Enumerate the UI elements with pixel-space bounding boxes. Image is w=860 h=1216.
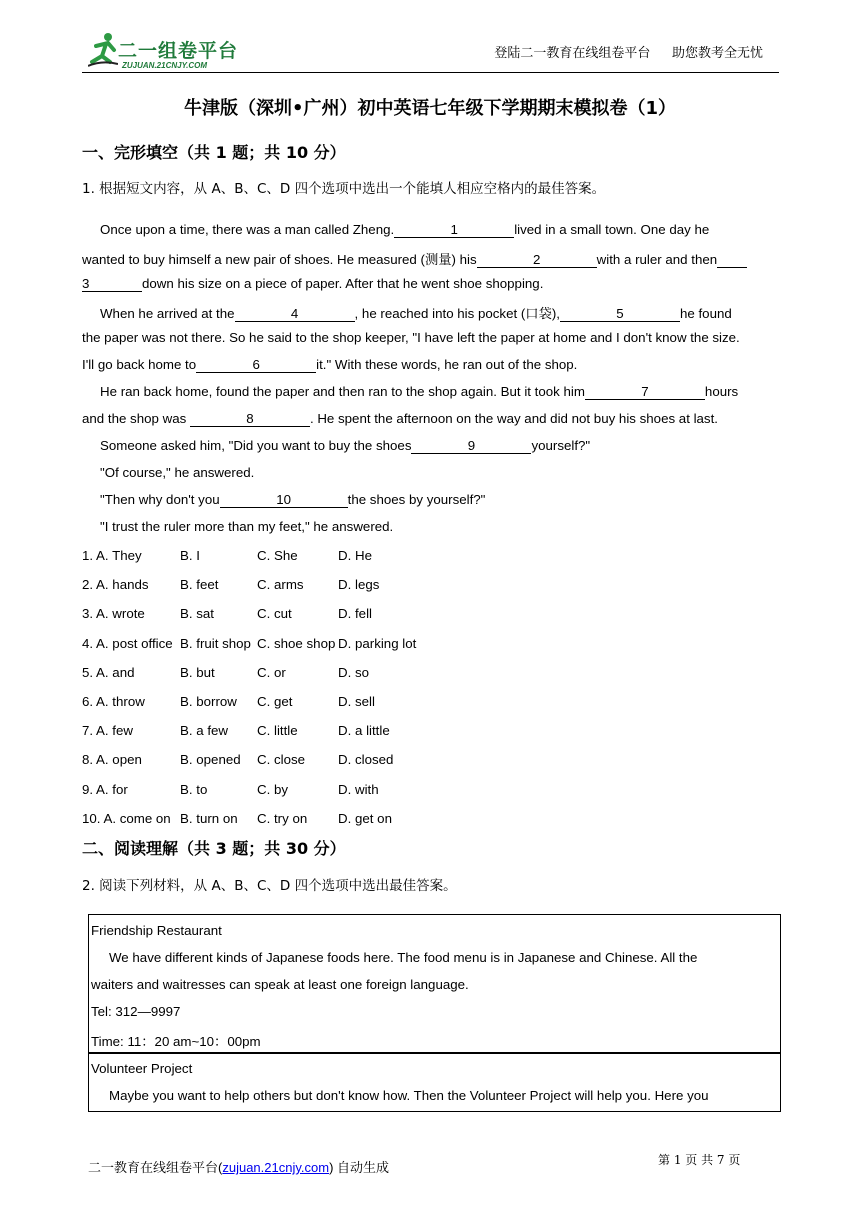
box-line: Volunteer Project bbox=[91, 1061, 193, 1076]
passage-text: yourself?" bbox=[531, 438, 591, 453]
option-choice: 10. A. come on bbox=[82, 810, 171, 826]
option-choice: B. sat bbox=[180, 606, 214, 622]
passage-text: he found bbox=[680, 306, 732, 321]
option-choice: C. She bbox=[257, 548, 298, 563]
option-choice: D. sell bbox=[338, 694, 375, 709]
option-choice: C. shoe shop bbox=[257, 635, 336, 651]
passage-text: the shoes by yourself?" bbox=[347, 492, 486, 507]
blank-9: 9 bbox=[411, 439, 531, 454]
header-slogan-2: 助您教考全无忧 bbox=[671, 45, 763, 60]
blank-2: 2 bbox=[477, 253, 597, 268]
passage-text: , he reached into his pocket (口袋), bbox=[354, 306, 560, 321]
option-choice: C. by bbox=[257, 781, 289, 797]
option-choice: 2. A. hands bbox=[82, 577, 149, 593]
passage-text: . He spent the afternoon on the way and did not buy his shoes at last. bbox=[309, 411, 718, 426]
logo bbox=[88, 30, 288, 70]
runner-logo-icon bbox=[88, 32, 118, 68]
passage-line: the paper was not there. So he said to the shop keeper, "I have left the paper at home and I don't know the size. bbox=[82, 330, 740, 345]
passage-line bbox=[82, 357, 782, 373]
passage-text: He ran back home, found the paper and then ran to the shop again. But it took him bbox=[100, 384, 585, 399]
passage-text: down his size on a piece of paper. After that he went shoe shopping. bbox=[142, 276, 544, 291]
option-choice: D. parking lot bbox=[338, 635, 417, 651]
footer-source bbox=[88, 1157, 389, 1176]
passage-line: "I trust the ruler more than my feet," he answered. bbox=[100, 519, 394, 534]
option-choice: D. so bbox=[338, 664, 370, 680]
option-choice: C. arms bbox=[257, 577, 304, 593]
question-2-prompt: 2. 阅读下列材料，从 A、B、C、D 四个选项中选出最佳答案。 bbox=[82, 878, 457, 894]
footer-text: ) 自动生成 bbox=[329, 1160, 390, 1175]
passage-text: wanted to buy himself a new pair of shoes. He measured (测量) his bbox=[82, 252, 477, 267]
option-choice: C. little bbox=[257, 723, 298, 739]
passage-text: I'll go back home to bbox=[82, 357, 197, 372]
passage-line bbox=[82, 276, 782, 292]
passage-text: with a ruler and then bbox=[596, 252, 718, 267]
option-choice: B. turn on bbox=[180, 810, 238, 826]
passage-text: hours bbox=[704, 384, 739, 399]
option-choice: B. a few bbox=[180, 723, 229, 739]
section-2-heading: 二、阅读理解（共 3 题；共 30 分） bbox=[82, 839, 346, 858]
option-choice: B. fruit shop bbox=[180, 635, 251, 651]
option-choice: D. a little bbox=[338, 723, 390, 739]
section-1-heading: 一、完形填空（共 1 题；共 10 分） bbox=[82, 143, 346, 162]
blank-10: 10 bbox=[220, 493, 348, 508]
passage-line bbox=[82, 222, 800, 238]
box-line: Time: 11：20 am~10：00pm bbox=[91, 1034, 261, 1049]
option-choice: B. borrow bbox=[180, 694, 237, 709]
option-choice: 9. A. for bbox=[82, 781, 128, 797]
option-choice: 7. A. few bbox=[82, 723, 133, 739]
blank-5: 5 bbox=[560, 307, 680, 322]
passage-line: "Of course," he answered. bbox=[100, 465, 255, 480]
option-choice: C. close bbox=[257, 752, 306, 768]
option-choice: 8. A. open bbox=[82, 752, 142, 768]
option-choice: C. try on bbox=[257, 810, 308, 826]
passage-text: and the shop was bbox=[82, 411, 187, 426]
option-choice: B. I bbox=[180, 548, 200, 563]
blank-7: 7 bbox=[585, 385, 705, 400]
passage-text: When he arrived at the bbox=[100, 306, 235, 321]
page-title: 牛津版（深圳•广州）初中英语七年级下学期期末模拟卷（1） bbox=[183, 98, 677, 119]
option-choice: 1. A. They bbox=[82, 548, 142, 563]
option-choice: 5. A. and bbox=[82, 664, 135, 680]
box-line: Tel: 312—9997 bbox=[91, 1004, 181, 1019]
reading-box-restaurant bbox=[88, 914, 781, 1054]
blank-1: 1 bbox=[394, 223, 514, 238]
logo-text: 二一组卷平台 bbox=[118, 40, 239, 62]
option-choice: D. closed bbox=[338, 752, 394, 768]
option-choice: B. but bbox=[180, 664, 215, 680]
passage-text: lived in a small town. One day he bbox=[514, 222, 710, 237]
option-choice: B. opened bbox=[180, 752, 241, 768]
passage-text: Someone asked him, "Did you want to buy the shoes bbox=[100, 438, 412, 453]
header-slogan-1: 登陆二一教育在线组卷平台 bbox=[494, 45, 651, 60]
blank-3: 3 bbox=[82, 277, 142, 292]
passage-line bbox=[82, 384, 800, 400]
box-line: waiters and waitresses can speak at least one foreign language. bbox=[91, 977, 469, 992]
blank-4: 4 bbox=[235, 307, 355, 322]
passage-line bbox=[82, 411, 782, 427]
option-choice: D. with bbox=[338, 781, 379, 797]
option-choice: D. legs bbox=[338, 577, 380, 593]
question-1-prompt: 1. 根据短文内容，从 A、B、C、D 四个选项中选出一个能填人相应空格内的最佳答案。 bbox=[82, 181, 606, 197]
option-choice: C. or bbox=[257, 664, 286, 680]
footer-text: 二一教育在线组卷平台( bbox=[88, 1160, 223, 1175]
passage-line bbox=[82, 438, 800, 454]
box-line: Maybe you want to help others but don't know how. Then the Volunteer Project will help you. Here you bbox=[109, 1088, 709, 1103]
option-choice: D. get on bbox=[338, 810, 392, 826]
reading-box-volunteer bbox=[88, 1052, 781, 1112]
page-header bbox=[82, 28, 779, 73]
logo-subtext: ZUJUAN.21CNJY.COM bbox=[122, 61, 208, 70]
passage-line bbox=[82, 492, 800, 508]
option-choice: B. to bbox=[180, 781, 208, 797]
header-slogan bbox=[476, 42, 763, 61]
box-line: We have different kinds of Japanese foods here. The food menu is in Japanese and Chinese. All the bbox=[109, 950, 698, 965]
blank-3-lead bbox=[717, 253, 747, 268]
option-choice: 6. A. throw bbox=[82, 694, 145, 709]
footer-link[interactable]: zujuan.21cnjy.com bbox=[222, 1160, 330, 1175]
option-choice: 4. A. post office bbox=[82, 635, 173, 651]
option-choice: D. fell bbox=[338, 606, 372, 622]
page-number: 第 1 页 共 7 页 bbox=[658, 1153, 741, 1167]
passage-line bbox=[82, 303, 800, 322]
option-choice: D. He bbox=[338, 548, 372, 563]
passage-text: "Then why don't you bbox=[100, 492, 220, 507]
option-choice: C. get bbox=[257, 694, 293, 709]
blank-6: 6 bbox=[196, 358, 316, 373]
option-choice: B. feet bbox=[180, 577, 219, 593]
option-choice: C. cut bbox=[257, 606, 292, 622]
passage-text: Once upon a time, there was a man called Zheng. bbox=[100, 222, 395, 237]
passage-text: it." With these words, he ran out of the shop. bbox=[316, 357, 578, 372]
option-choice: 3. A. wrote bbox=[82, 606, 145, 622]
passage-line bbox=[82, 249, 782, 268]
box-line: Friendship Restaurant bbox=[91, 923, 222, 938]
blank-8: 8 bbox=[190, 412, 310, 427]
